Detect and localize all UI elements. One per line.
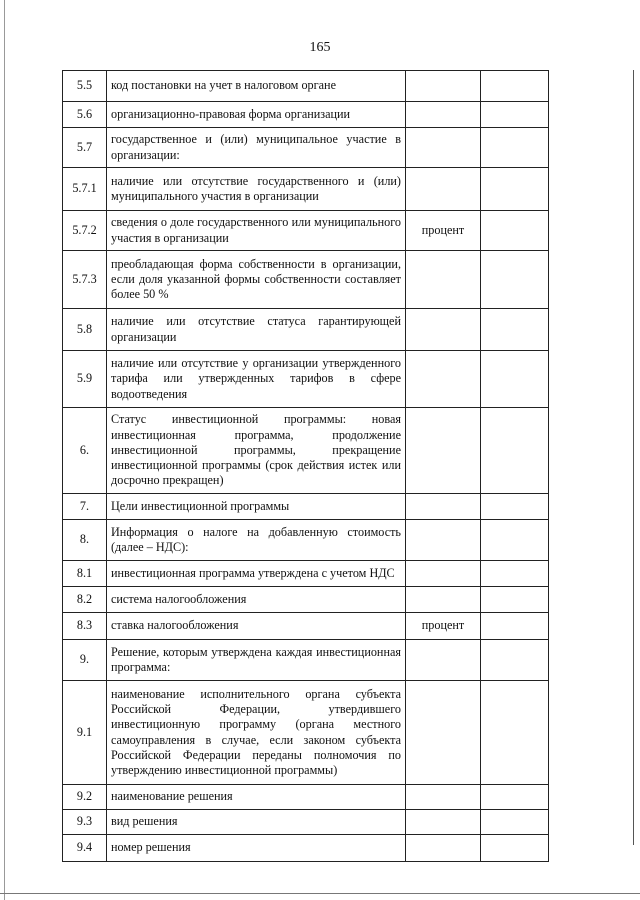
row-number: 5.7.2 [63, 211, 107, 251]
row-unit [406, 785, 481, 810]
row-value [481, 520, 549, 561]
row-name: код постановки на учет в налоговом органе [107, 71, 406, 102]
row-unit [406, 561, 481, 587]
row-number: 8.3 [63, 613, 107, 640]
row-name: наименование исполнительного органа субъекта Российской Федерации, утвердившего инвестиционную программу (органа местного самоуправления в случае, если законом субъекта Российской Федерации переданы полномочия по утверждению инвестиционной программы) [107, 681, 406, 785]
row-value [481, 785, 549, 810]
table-row [63, 309, 549, 351]
indicator-table [62, 70, 549, 862]
row-unit [406, 102, 481, 128]
row-unit [406, 168, 481, 211]
row-unit: процент [406, 211, 481, 251]
row-number: 8. [63, 520, 107, 561]
row-unit [406, 128, 481, 168]
scan-right-edge [633, 70, 634, 845]
row-unit [406, 251, 481, 309]
row-unit [406, 640, 481, 681]
table-row [63, 168, 549, 211]
row-number: 8.2 [63, 587, 107, 613]
row-value [481, 102, 549, 128]
row-value [481, 168, 549, 211]
row-number: 5.7 [63, 128, 107, 168]
row-name: наименование решения [107, 785, 406, 810]
row-value [481, 71, 549, 102]
scan-left-edge [4, 0, 5, 900]
table-row [63, 561, 549, 587]
scan-bottom-edge [0, 893, 640, 894]
table-row [63, 494, 549, 520]
row-unit [406, 351, 481, 408]
row-value [481, 494, 549, 520]
row-name: наличие или отсутствие у организации утвержденного тарифа или утвержденных тарифов в сфере водоотведения [107, 351, 406, 408]
row-name: преобладающая форма собственности в организации, если доля указанной формы собственности составляет более 50 % [107, 251, 406, 309]
table-row [63, 102, 549, 128]
table-row [63, 810, 549, 835]
row-unit [406, 408, 481, 494]
row-name: Статус инвестиционной программы: новая инвестиционная программа, продолжение инвестиционной программы, прекращение инвестиционной программы (срок действия истек или досрочно прекращен) [107, 408, 406, 494]
row-value [481, 587, 549, 613]
row-number: 5.8 [63, 309, 107, 351]
row-unit [406, 835, 481, 862]
row-value [481, 561, 549, 587]
row-unit: процент [406, 613, 481, 640]
table-row [63, 785, 549, 810]
row-unit [406, 587, 481, 613]
row-unit [406, 681, 481, 785]
row-number: 5.9 [63, 351, 107, 408]
row-name: Цели инвестиционной программы [107, 494, 406, 520]
row-name: номер решения [107, 835, 406, 862]
row-unit [406, 520, 481, 561]
row-number: 5.6 [63, 102, 107, 128]
row-name: система налогообложения [107, 587, 406, 613]
row-value [481, 408, 549, 494]
row-name: организационно-правовая форма организации [107, 102, 406, 128]
row-number: 8.1 [63, 561, 107, 587]
row-name: ставка налогообложения [107, 613, 406, 640]
row-name: вид решения [107, 810, 406, 835]
table-row [63, 613, 549, 640]
table-row [63, 128, 549, 168]
row-unit [406, 810, 481, 835]
row-unit [406, 309, 481, 351]
row-number: 9. [63, 640, 107, 681]
row-value [481, 613, 549, 640]
row-number: 9.4 [63, 835, 107, 862]
row-number: 9.2 [63, 785, 107, 810]
table-row [63, 835, 549, 862]
table-row [63, 71, 549, 102]
row-value [481, 810, 549, 835]
row-number: 9.3 [63, 810, 107, 835]
row-number: 7. [63, 494, 107, 520]
table-row [63, 681, 549, 785]
table-row [63, 211, 549, 251]
row-number: 5.5 [63, 71, 107, 102]
table-row [63, 351, 549, 408]
row-value [481, 640, 549, 681]
row-value [481, 681, 549, 785]
row-name: Информация о налоге на добавленную стоимость (далее – НДС): [107, 520, 406, 561]
row-value [481, 211, 549, 251]
table-row [63, 408, 549, 494]
row-number: 6. [63, 408, 107, 494]
row-name: инвестиционная программа утверждена с учетом НДС [107, 561, 406, 587]
row-value [481, 251, 549, 309]
table-row [63, 587, 549, 613]
row-value [481, 835, 549, 862]
row-number: 5.7.3 [63, 251, 107, 309]
row-value [481, 309, 549, 351]
row-name: наличие или отсутствие государственного и (или) муниципального участия в организации [107, 168, 406, 211]
row-number: 5.7.1 [63, 168, 107, 211]
row-number: 9.1 [63, 681, 107, 785]
row-name: государственное и (или) муниципальное участие в организации: [107, 128, 406, 168]
table-row [63, 520, 549, 561]
row-value [481, 128, 549, 168]
row-unit [406, 71, 481, 102]
row-value [481, 351, 549, 408]
row-unit [406, 494, 481, 520]
table-row [63, 640, 549, 681]
row-name: сведения о доле государственного или муниципального участия в организации [107, 211, 406, 251]
row-name: Решение, которым утверждена каждая инвестиционная программа: [107, 640, 406, 681]
table-row [63, 251, 549, 309]
row-name: наличие или отсутствие статуса гарантирующей организации [107, 309, 406, 351]
page-number: 165 [309, 40, 331, 55]
